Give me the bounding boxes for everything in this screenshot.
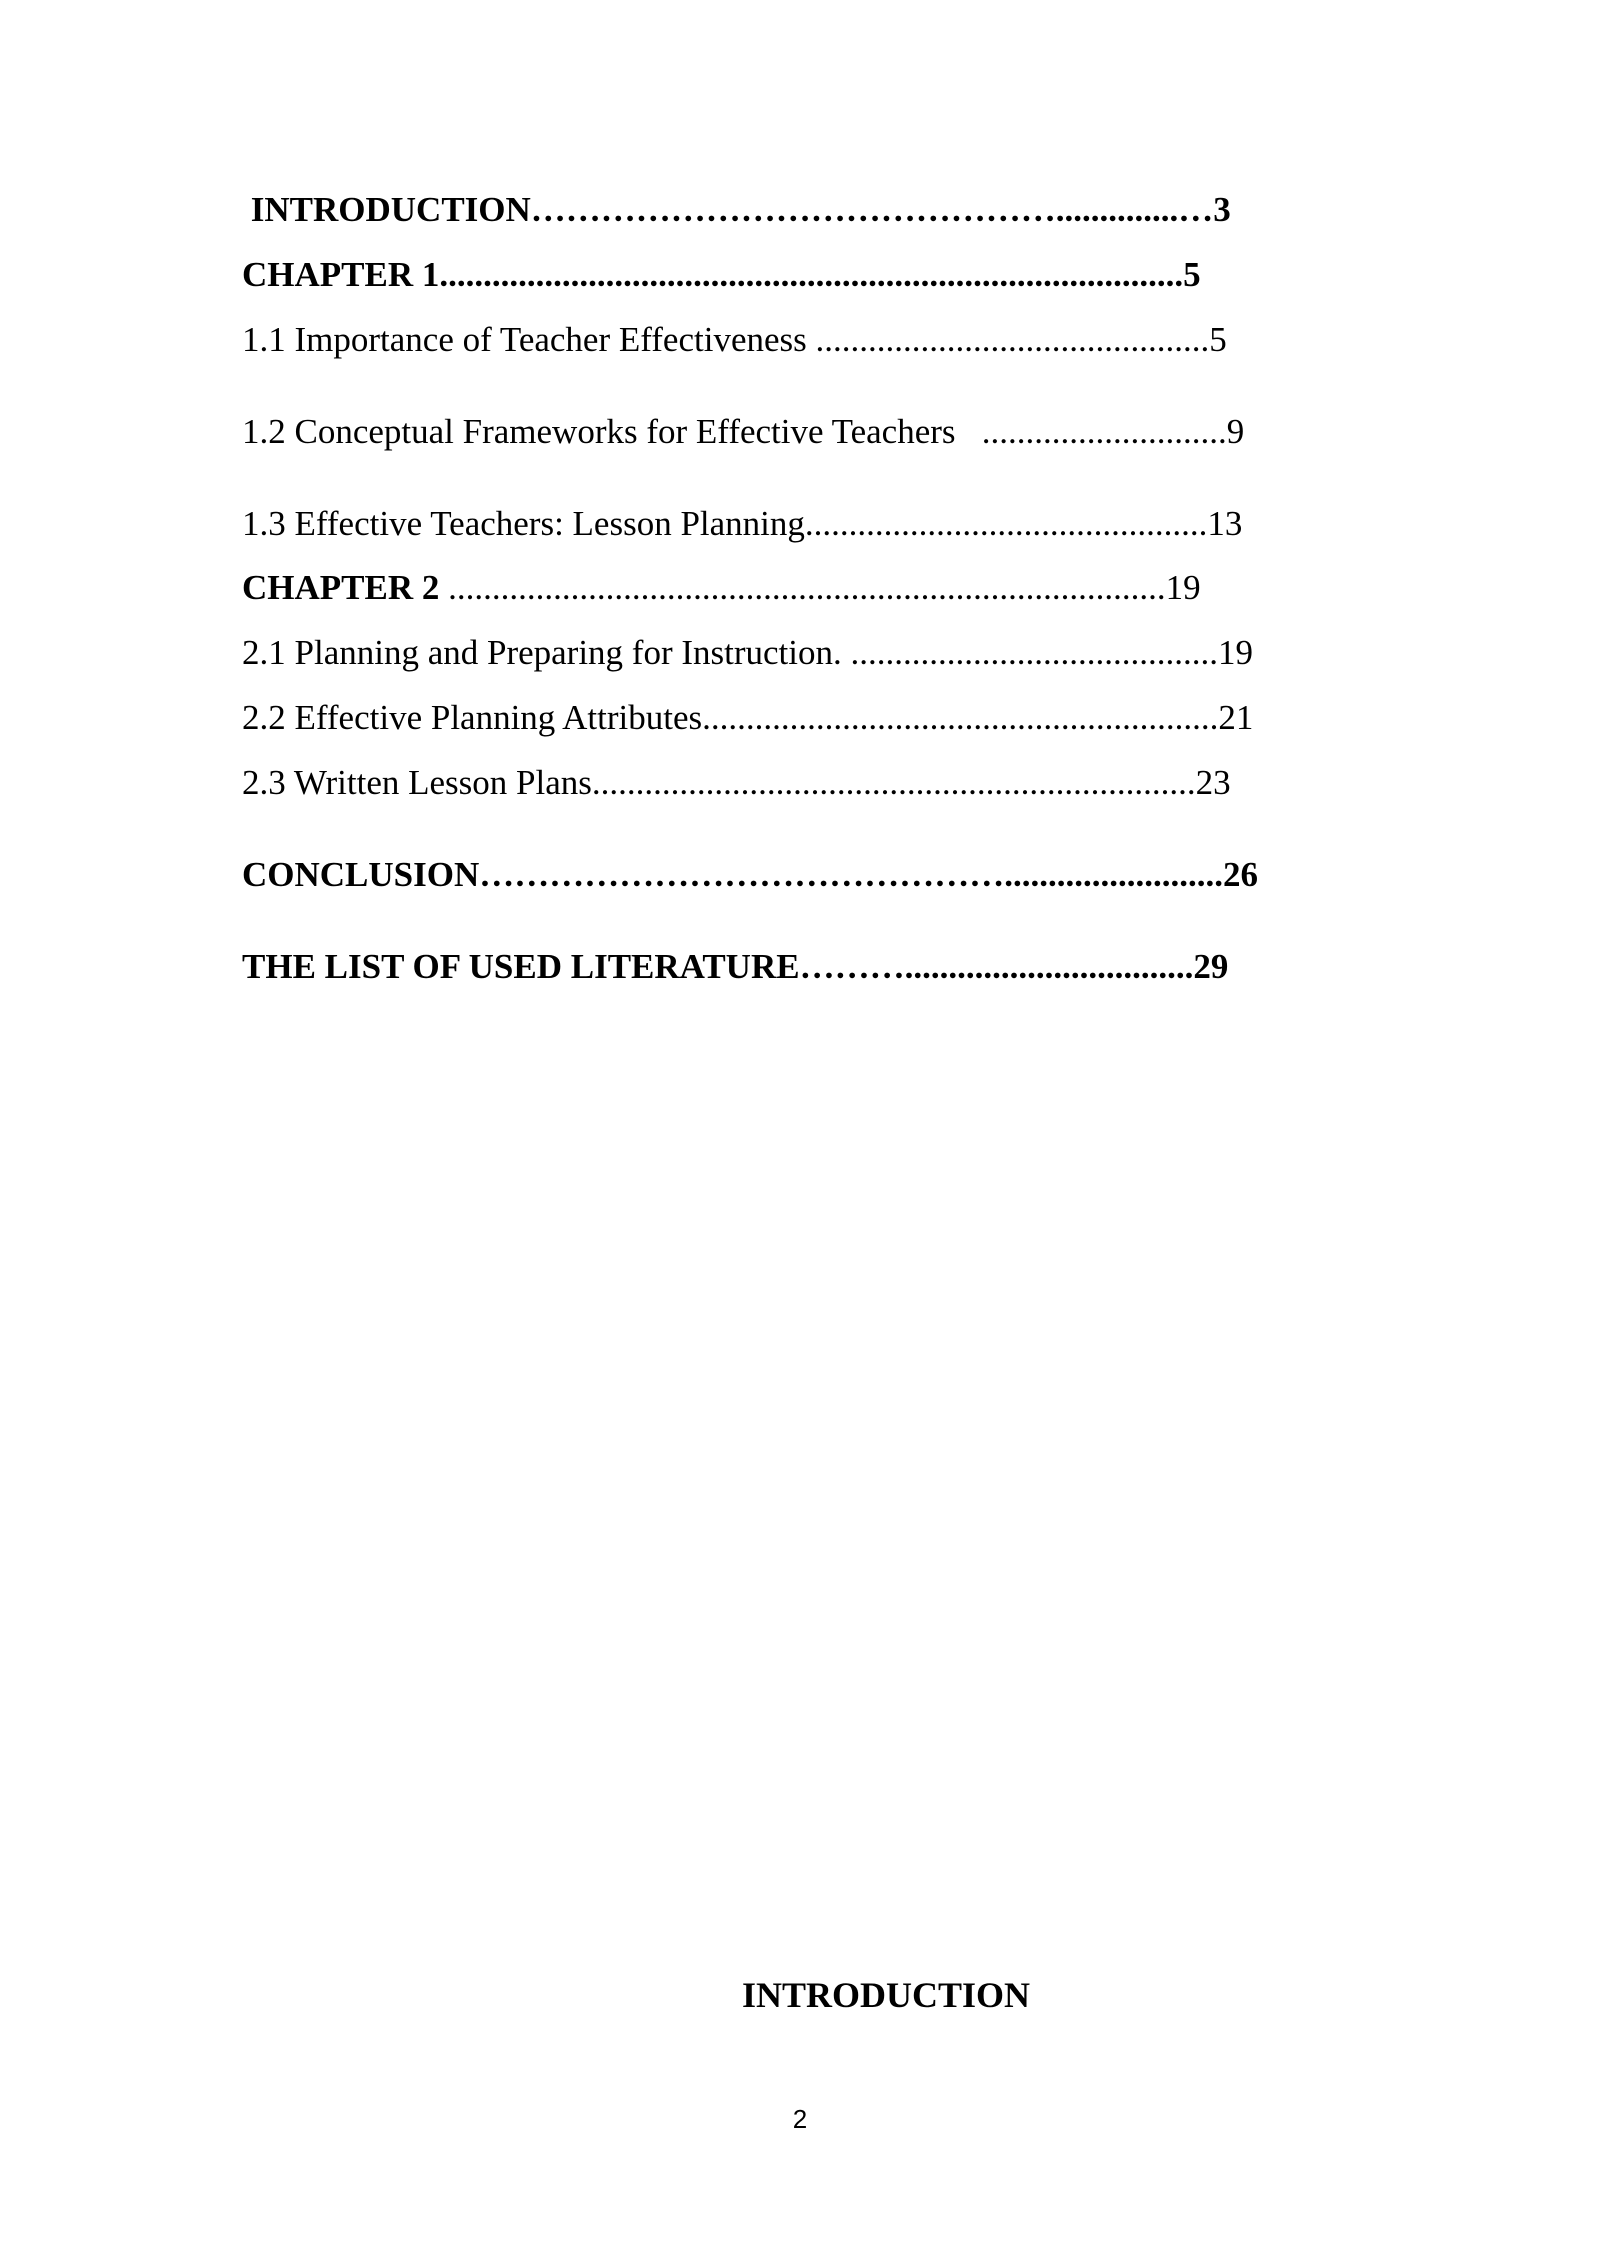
toc-entry-2-1: 2.1 Planning and Preparing for Instruction. ..........................................19 bbox=[242, 633, 1254, 672]
toc-entry-1-2: 1.2 Conceptual Frameworks for Effective Teachers ............................9 bbox=[242, 412, 1245, 451]
toc-entry-chapter-2-leader: ..................................................................................19 bbox=[439, 568, 1201, 607]
toc-entry-1-1: 1.1 Importance of Teacher Effectiveness .............................................5 bbox=[242, 320, 1227, 359]
toc-entry-introduction: INTRODUCTION………………………………………..............…3 bbox=[242, 190, 1231, 229]
toc-entry-1-3: 1.3 Effective Teachers: Lesson Planning..............................................13 bbox=[242, 504, 1243, 543]
toc-entry-2-3: 2.3 Written Lesson Plans.....................................................................23 bbox=[242, 763, 1231, 802]
section-heading: INTRODUCTION bbox=[741, 1975, 1031, 2015]
toc-entry-conclusion: CONCLUSION……………………………………….........................26 bbox=[242, 855, 1259, 894]
toc-entry-literature: THE LIST OF USED LITERATURE……….................................29 bbox=[242, 947, 1229, 986]
toc-entry-chapter-1: CHAPTER 1.....................................................................................5 bbox=[242, 255, 1201, 294]
toc-entry-chapter-2-title: CHAPTER 2 bbox=[242, 568, 440, 607]
toc-entry-chapter-2 bbox=[242, 568, 1201, 608]
toc-entry-2-2: 2.2 Effective Planning Attributes...........................................................21 bbox=[242, 698, 1254, 737]
page-number: 2 bbox=[792, 2104, 808, 2134]
